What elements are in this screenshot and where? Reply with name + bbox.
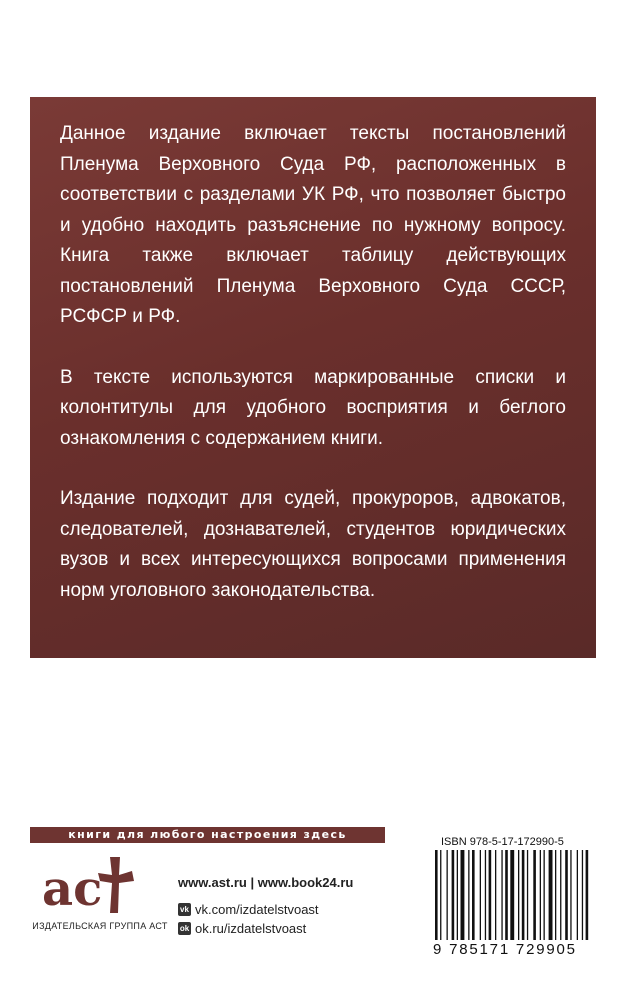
barcode-bar [472,850,475,940]
description-paragraph-3: Издание подходит для судей, прокуроров, адвокатов, следователей, дознавателей, студентов юридических вузов и всех интересующихся вопросами применения норм уголовного законодательства. [60,488,566,601]
barcode-bar [457,850,458,940]
barcode-bar [560,850,561,940]
barcode-bar [570,850,571,940]
barcode-bar [440,850,441,940]
ast-logo-text: ac [42,861,103,915]
publisher-name: ИЗДАТЕЛЬСКАЯ ГРУППА АСТ [32,921,168,931]
barcode-bar [468,850,469,940]
barcode-bar [495,850,496,940]
barcode-bar [540,850,541,940]
ast-logo [40,853,140,915]
barcode-bar [565,850,568,940]
vk-link[interactable] [178,902,319,917]
barcode-bar [586,850,589,940]
slogan-strip: книги для любого настроения здесь [30,827,385,843]
barcode-bar [582,850,583,940]
barcode-bar [527,850,528,940]
barcode-bar [461,850,465,940]
barcode-bar [435,850,438,940]
vk-icon: vk [178,903,191,916]
barcode-bar [518,850,519,940]
barcode-bar [555,850,556,940]
description-paragraph-2: В тексте используются маркированные списки и колонтитулы для удобного восприятия и беглого ознакомления с содержанием книги. [60,366,566,449]
barcode-bar [505,850,508,940]
barcode-bar [510,850,514,940]
description-paragraph-1: Данное издание включает тексты постановлений Пленума Верховного Суда РФ, расположенных в соответствии с разделами УК РФ, что позволяет быстро и удобно находить разъяснение по нужному вопросу. Книга также включает таблицу действующих постановлений Пленума Верховного Суда СССР, РСФСР и РФ. [60,123,566,327]
barcode-bar [577,850,578,940]
barcode-bar [480,850,481,940]
barcode-bar [485,850,486,940]
isbn-label: ISBN 978-5-17-172990-5 [441,836,564,848]
barcode-bar [489,850,492,940]
vk-link-text: vk.com/izdatelstvoast [195,902,319,917]
barcode-bar [501,850,502,940]
description-panel [30,97,596,658]
barcode-bar [447,850,448,940]
barcode-digits: 9 785171 729905 [433,941,577,958]
ok-icon: ok [179,924,190,933]
barcode-bar [544,850,545,940]
publisher-sites[interactable]: www.ast.ru | www.book24.ru [178,875,354,890]
barcode-bars [429,850,604,942]
barcode-bar [533,850,536,940]
ok-link[interactable] [178,921,306,936]
barcode-bar [549,850,553,940]
ok-link-text: ok.ru/izdatelstvoast [195,921,307,936]
barcode-bar [522,850,525,940]
ast-logo-figure [98,857,134,913]
barcode-bar [452,850,455,940]
